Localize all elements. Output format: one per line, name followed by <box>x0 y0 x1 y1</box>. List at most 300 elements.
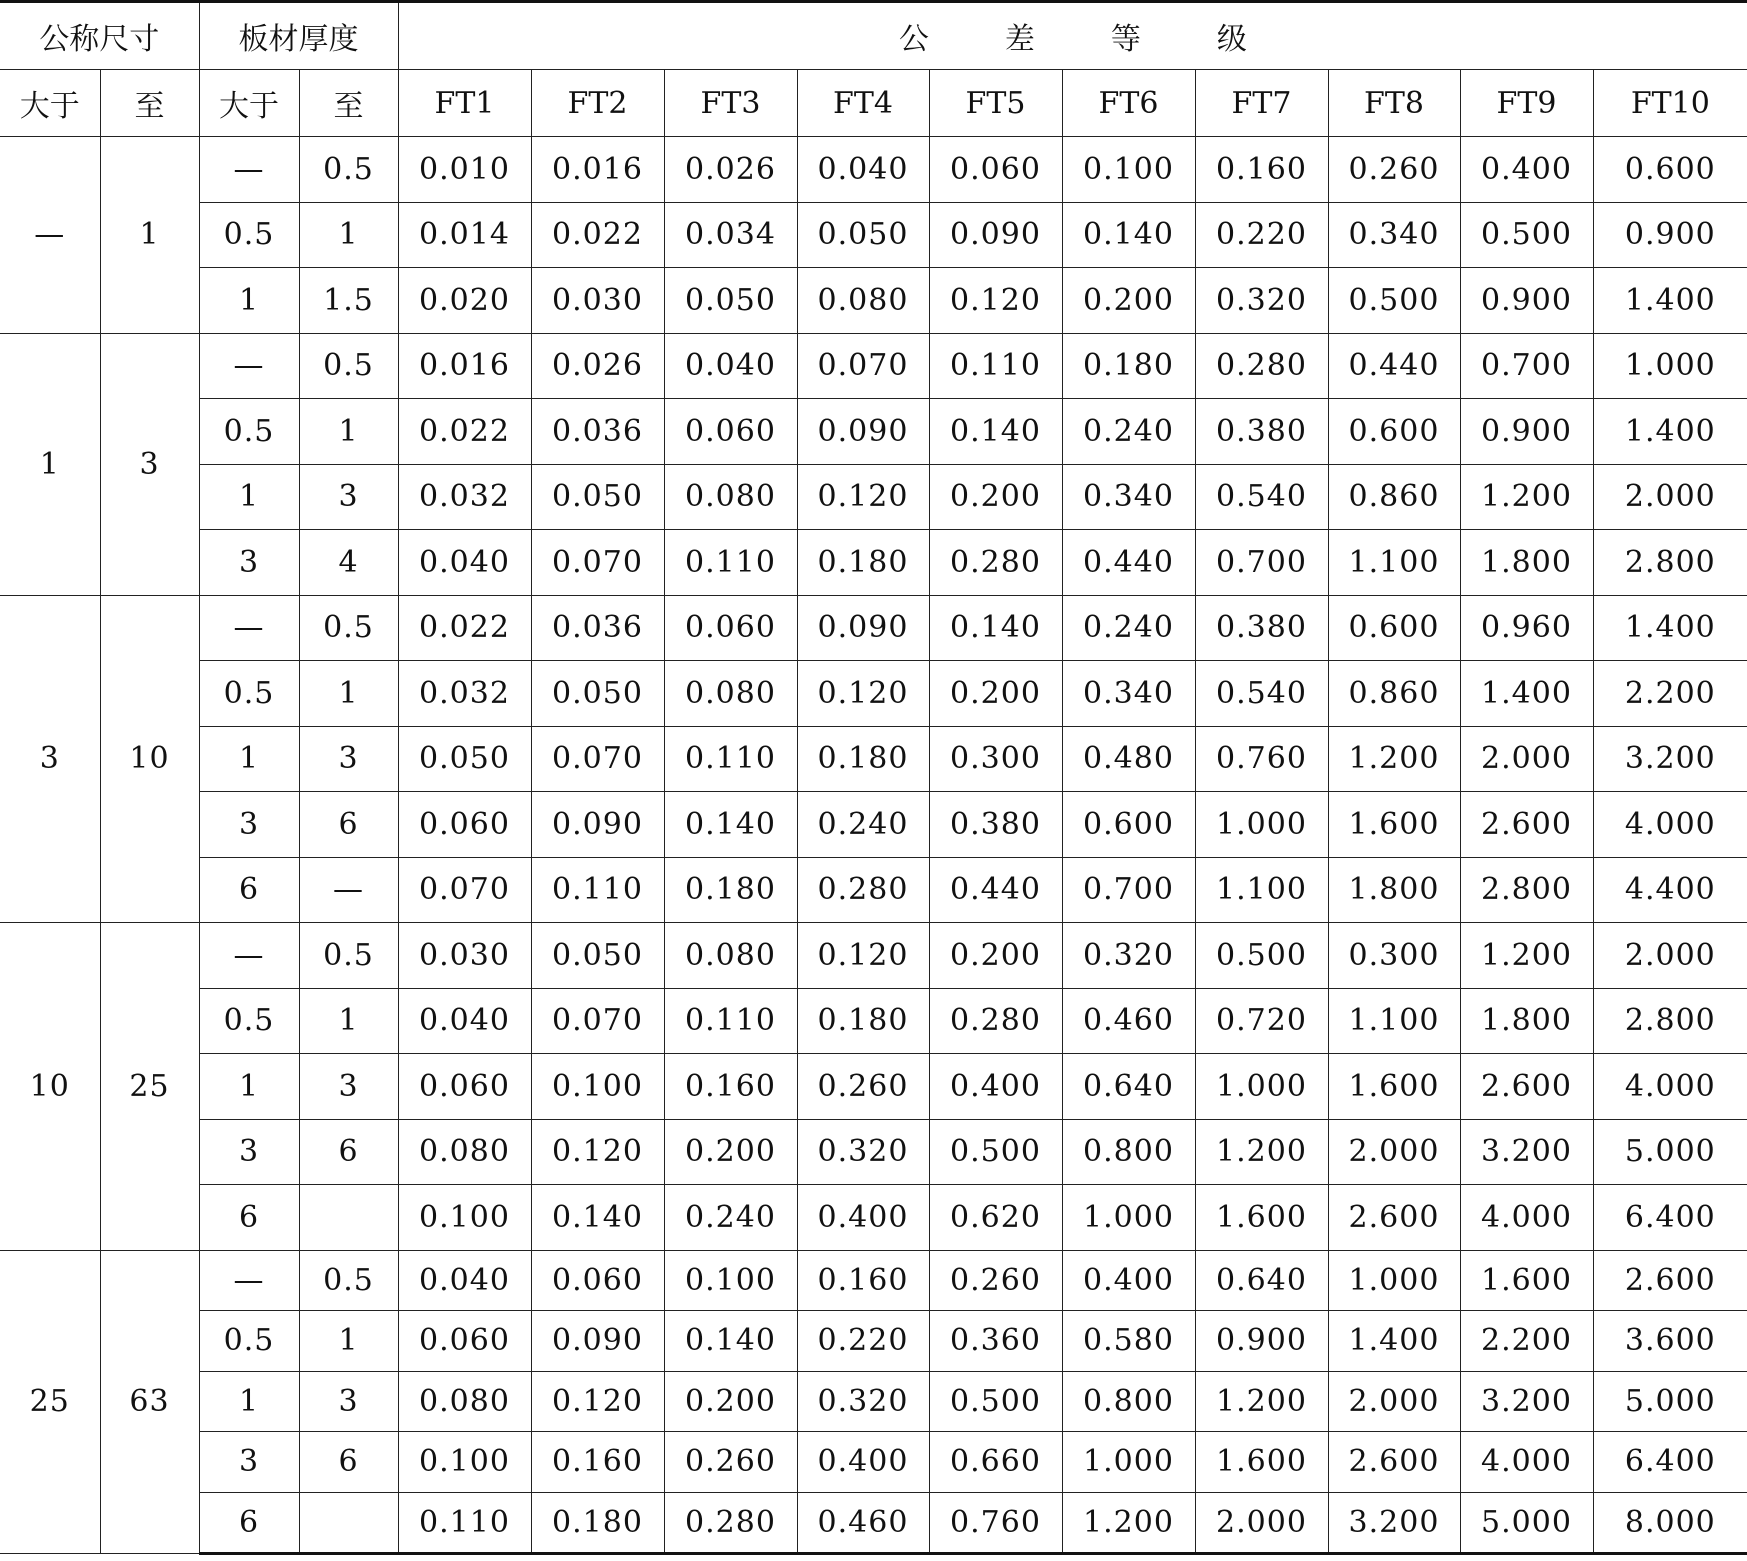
tolerance-value-cell: 1.000 <box>1195 1054 1328 1120</box>
thickness-to-cell: 1 <box>299 988 398 1054</box>
tolerance-value-cell: 0.040 <box>398 988 531 1054</box>
tolerance-value-cell: 0.500 <box>929 1119 1062 1185</box>
thickness-to-header: 至 <box>299 70 398 137</box>
tolerance-value-cell: 0.180 <box>797 726 929 792</box>
tolerance-value-cell: 4.000 <box>1593 792 1747 858</box>
table-row <box>0 333 1747 399</box>
thickness-over-cell: 3 <box>199 792 299 858</box>
tolerance-value-cell: 0.080 <box>797 268 929 334</box>
tolerance-value-cell: 0.480 <box>1062 726 1195 792</box>
tolerance-value-cell: 3.200 <box>1593 726 1747 792</box>
tolerance-value-cell: 0.380 <box>1195 595 1328 661</box>
tolerance-value-cell: 2.600 <box>1328 1432 1460 1493</box>
tolerance-value-cell: 2.800 <box>1593 530 1747 596</box>
tolerance-value-cell: 0.060 <box>398 792 531 858</box>
thickness-to-cell: — <box>299 857 398 923</box>
tolerance-value-cell: 0.220 <box>1195 202 1328 268</box>
tolerance-value-cell: 2.800 <box>1460 857 1593 923</box>
thickness-over-cell: — <box>199 1250 299 1311</box>
thickness-over-cell: 3 <box>199 1432 299 1493</box>
thickness-over-cell: 6 <box>199 857 299 923</box>
tolerance-value-cell: 1.400 <box>1593 399 1747 465</box>
tolerance-value-cell: 0.050 <box>531 661 664 727</box>
table-row <box>0 1250 1747 1311</box>
grade-header: FT4 <box>797 70 929 137</box>
tolerance-value-cell: 2.200 <box>1460 1311 1593 1372</box>
tolerance-value-cell: 0.340 <box>1328 202 1460 268</box>
table-row <box>0 1371 1747 1432</box>
tolerance-value-cell: 0.540 <box>1195 464 1328 530</box>
thickness-over-cell: — <box>199 333 299 399</box>
tolerance-value-cell: 4.000 <box>1460 1432 1593 1493</box>
nominal-size-over-cell: 25 <box>0 1250 100 1554</box>
tolerance-value-cell: 0.300 <box>929 726 1062 792</box>
header-row-2 <box>0 70 1747 137</box>
tolerance-value-cell: 5.000 <box>1460 1492 1593 1554</box>
tolerance-value-cell: 1.000 <box>1062 1185 1195 1251</box>
tolerance-value-cell: 0.280 <box>929 988 1062 1054</box>
tolerance-value-cell: 0.060 <box>929 137 1062 203</box>
tolerance-value-cell: 0.090 <box>797 595 929 661</box>
tolerance-value-cell: 0.500 <box>1460 202 1593 268</box>
nominal-size-over-cell: — <box>0 137 100 334</box>
tolerance-value-cell: 0.050 <box>531 923 664 989</box>
tolerance-value-cell: 0.260 <box>1328 137 1460 203</box>
tolerance-value-cell: 0.200 <box>664 1119 797 1185</box>
tolerance-value-cell: 0.090 <box>531 1311 664 1372</box>
tolerance-value-cell: 0.040 <box>797 137 929 203</box>
tolerance-value-cell: 0.860 <box>1328 661 1460 727</box>
tolerance-value-cell: 1.200 <box>1195 1119 1328 1185</box>
thickness-over-cell: 1 <box>199 726 299 792</box>
tolerance-value-cell: 0.026 <box>664 137 797 203</box>
tolerance-value-cell: 0.110 <box>398 1492 531 1554</box>
grade-title-char: 级 <box>1216 22 1247 57</box>
tolerance-value-cell: 0.020 <box>398 268 531 334</box>
tolerance-value-cell: 0.110 <box>664 726 797 792</box>
tolerance-value-cell: 0.016 <box>398 333 531 399</box>
tolerance-value-cell: 3.200 <box>1460 1119 1593 1185</box>
thickness-over-cell: 6 <box>199 1492 299 1554</box>
tolerance-value-cell: 2.600 <box>1460 792 1593 858</box>
tolerance-value-cell: 1.000 <box>1593 333 1747 399</box>
tolerance-value-cell: 6.400 <box>1593 1185 1747 1251</box>
tolerance-value-cell: 0.022 <box>398 595 531 661</box>
nominal-size-to-cell: 1 <box>100 137 199 334</box>
tolerance-value-cell: 0.400 <box>797 1432 929 1493</box>
thickness-to-cell: 4 <box>299 530 398 596</box>
thickness-to-cell: 6 <box>299 1432 398 1493</box>
thickness-to-cell: 3 <box>299 1054 398 1120</box>
tolerance-value-cell: 0.010 <box>398 137 531 203</box>
tolerance-value-cell: 0.380 <box>929 792 1062 858</box>
tolerance-value-cell: 0.026 <box>531 333 664 399</box>
tolerance-value-cell: 0.140 <box>929 399 1062 465</box>
tolerance-value-cell: 0.720 <box>1195 988 1328 1054</box>
tolerance-value-cell: 0.110 <box>929 333 1062 399</box>
tolerance-value-cell: 0.320 <box>797 1119 929 1185</box>
tolerance-value-cell: 1.000 <box>1062 1432 1195 1493</box>
thickness-to-cell: 1.5 <box>299 268 398 334</box>
thickness-over-cell: 1 <box>199 268 299 334</box>
thickness-over-cell: 0.5 <box>199 1311 299 1372</box>
table-row <box>0 530 1747 596</box>
tolerance-value-cell: 0.200 <box>929 923 1062 989</box>
tolerance-value-cell: 4.400 <box>1593 857 1747 923</box>
tolerance-value-cell: 0.120 <box>531 1371 664 1432</box>
tolerance-value-cell: 0.320 <box>1195 268 1328 334</box>
tolerance-grade-header <box>398 2 1747 70</box>
thickness-to-cell <box>299 1185 398 1251</box>
thickness-over-cell: 3 <box>199 530 299 596</box>
table-row <box>0 137 1747 203</box>
grade-header: FT3 <box>664 70 797 137</box>
tolerance-value-cell: 0.050 <box>398 726 531 792</box>
tolerance-value-cell: 1.800 <box>1328 857 1460 923</box>
tolerance-value-cell: 0.060 <box>664 595 797 661</box>
tolerance-value-cell: 0.200 <box>929 661 1062 727</box>
tolerance-value-cell: 0.032 <box>398 661 531 727</box>
tolerance-value-cell: 0.160 <box>797 1250 929 1311</box>
thickness-to-cell: 6 <box>299 1119 398 1185</box>
tolerance-value-cell: 1.600 <box>1328 792 1460 858</box>
thickness-to-cell: 3 <box>299 1371 398 1432</box>
tolerance-value-cell: 2.200 <box>1593 661 1747 727</box>
grade-header: FT1 <box>398 70 531 137</box>
tolerance-value-cell: 0.022 <box>398 399 531 465</box>
nominal-size-header: 公称尺寸 <box>0 2 199 70</box>
tolerance-value-cell: 5.000 <box>1593 1371 1747 1432</box>
tolerance-value-cell: 1.600 <box>1328 1054 1460 1120</box>
tolerance-value-cell: 0.900 <box>1460 268 1593 334</box>
table-row <box>0 1185 1747 1251</box>
tolerance-value-cell: 0.140 <box>929 595 1062 661</box>
tolerance-value-cell: 0.320 <box>797 1371 929 1432</box>
tolerance-value-cell: 0.700 <box>1460 333 1593 399</box>
tolerance-value-cell: 2.000 <box>1593 923 1747 989</box>
tolerance-value-cell: 2.600 <box>1328 1185 1460 1251</box>
tolerance-value-cell: 0.040 <box>664 333 797 399</box>
tolerance-value-cell: 1.800 <box>1460 988 1593 1054</box>
tolerance-value-cell: 0.860 <box>1328 464 1460 530</box>
tolerance-value-cell: 0.100 <box>1062 137 1195 203</box>
thickness-to-cell: 0.5 <box>299 595 398 661</box>
tolerance-value-cell: 0.040 <box>398 530 531 596</box>
tolerance-value-cell: 1.400 <box>1328 1311 1460 1372</box>
size-to-header: 至 <box>100 70 199 137</box>
thickness-over-cell: 3 <box>199 1119 299 1185</box>
tolerance-value-cell: 0.900 <box>1593 202 1747 268</box>
tolerance-value-cell: 0.040 <box>398 1250 531 1311</box>
grade-title-char: 公 <box>898 22 929 57</box>
tolerance-value-cell: 1.200 <box>1195 1371 1328 1432</box>
thickness-over-cell: 0.5 <box>199 399 299 465</box>
tolerance-value-cell: 0.180 <box>531 1492 664 1554</box>
tolerance-value-cell: 0.960 <box>1460 595 1593 661</box>
tolerance-value-cell: 0.080 <box>664 923 797 989</box>
grade-header: FT9 <box>1460 70 1593 137</box>
table-row <box>0 1492 1747 1554</box>
tolerance-value-cell: 1.100 <box>1328 530 1460 596</box>
tolerance-value-cell: 0.100 <box>664 1250 797 1311</box>
nominal-size-to-cell: 3 <box>100 333 199 595</box>
tolerance-value-cell: 0.260 <box>797 1054 929 1120</box>
grade-header: FT5 <box>929 70 1062 137</box>
tolerance-value-cell: 2.000 <box>1195 1492 1328 1554</box>
tolerance-value-cell: 0.760 <box>1195 726 1328 792</box>
tolerance-value-cell: 0.340 <box>1062 464 1195 530</box>
table-row <box>0 399 1747 465</box>
tolerance-value-cell: 0.900 <box>1460 399 1593 465</box>
grade-title-char: 等 <box>1110 22 1141 57</box>
tolerance-value-cell: 1.200 <box>1062 1492 1195 1554</box>
tolerance-value-cell: 1.000 <box>1328 1250 1460 1311</box>
thickness-to-cell: 1 <box>299 202 398 268</box>
thickness-to-cell: 3 <box>299 726 398 792</box>
tolerance-value-cell: 0.400 <box>1062 1250 1195 1311</box>
thickness-over-cell: 1 <box>199 1371 299 1432</box>
header-row-1 <box>0 2 1747 70</box>
thickness-to-cell: 0.5 <box>299 1250 398 1311</box>
tolerance-value-cell: 1.400 <box>1593 595 1747 661</box>
thickness-to-cell: 1 <box>299 661 398 727</box>
tolerance-value-cell: 0.540 <box>1195 661 1328 727</box>
tolerance-value-cell: 0.120 <box>797 661 929 727</box>
tolerance-value-cell: 0.800 <box>1062 1371 1195 1432</box>
tolerance-value-cell: 0.090 <box>797 399 929 465</box>
tolerance-value-cell: 2.800 <box>1593 988 1747 1054</box>
tolerance-value-cell: 0.090 <box>929 202 1062 268</box>
tolerance-value-cell: 0.030 <box>398 923 531 989</box>
tolerance-value-cell: 0.120 <box>797 923 929 989</box>
tolerance-value-cell: 0.600 <box>1593 137 1747 203</box>
tolerance-value-cell: 0.400 <box>797 1185 929 1251</box>
sheet-thickness-header: 板材厚度 <box>199 2 398 70</box>
tolerance-value-cell: 0.060 <box>531 1250 664 1311</box>
tolerance-value-cell: 1.800 <box>1460 530 1593 596</box>
thickness-over-cell: 1 <box>199 464 299 530</box>
tolerance-value-cell: 0.090 <box>531 792 664 858</box>
tolerance-value-cell: 0.140 <box>1062 202 1195 268</box>
tolerance-value-cell: 0.280 <box>929 530 1062 596</box>
table-row <box>0 464 1747 530</box>
tolerance-value-cell: 8.000 <box>1593 1492 1747 1554</box>
tolerance-value-cell: 0.640 <box>1062 1054 1195 1120</box>
table-row <box>0 857 1747 923</box>
tolerance-value-cell: 0.030 <box>531 268 664 334</box>
tolerance-value-cell: 0.110 <box>664 988 797 1054</box>
nominal-size-to-cell: 25 <box>100 923 199 1251</box>
tolerance-value-cell: 0.280 <box>664 1492 797 1554</box>
thickness-to-cell: 0.5 <box>299 333 398 399</box>
tolerance-value-cell: 0.240 <box>1062 399 1195 465</box>
tolerance-value-cell: 0.600 <box>1062 792 1195 858</box>
tolerance-value-cell: 2.000 <box>1593 464 1747 530</box>
tolerance-value-cell: 0.300 <box>1328 923 1460 989</box>
tolerance-value-cell: 0.180 <box>797 988 929 1054</box>
tolerance-value-cell: 0.070 <box>531 530 664 596</box>
tolerance-value-cell: 6.400 <box>1593 1432 1747 1493</box>
tolerance-value-cell: 0.080 <box>664 661 797 727</box>
tolerance-value-cell: 1.400 <box>1593 268 1747 334</box>
tolerance-value-cell: 0.070 <box>797 333 929 399</box>
tolerance-value-cell: 0.200 <box>664 1371 797 1432</box>
tolerance-value-cell: 0.160 <box>1195 137 1328 203</box>
tolerance-value-cell: 0.070 <box>531 726 664 792</box>
tolerance-value-cell: 0.700 <box>1195 530 1328 596</box>
tolerance-value-cell: 0.460 <box>797 1492 929 1554</box>
tolerance-value-cell: 0.280 <box>1195 333 1328 399</box>
tolerance-value-cell: 0.034 <box>664 202 797 268</box>
tolerance-value-cell: 1.600 <box>1195 1432 1328 1493</box>
thickness-over-cell: — <box>199 923 299 989</box>
thickness-over-cell: 0.5 <box>199 202 299 268</box>
tolerance-value-cell: 0.060 <box>398 1311 531 1372</box>
tolerance-value-cell: 0.580 <box>1062 1311 1195 1372</box>
grade-header: FT8 <box>1328 70 1460 137</box>
tolerance-value-cell: 0.260 <box>929 1250 1062 1311</box>
tolerance-value-cell: 3.200 <box>1328 1492 1460 1554</box>
tolerance-value-cell: 2.000 <box>1460 726 1593 792</box>
tolerance-value-cell: 0.900 <box>1195 1311 1328 1372</box>
tolerance-value-cell: 0.320 <box>1062 923 1195 989</box>
thickness-to-cell: 0.5 <box>299 137 398 203</box>
grade-header: FT10 <box>1593 70 1747 137</box>
tolerance-value-cell: 2.600 <box>1593 1250 1747 1311</box>
thickness-over-cell: 6 <box>199 1185 299 1251</box>
tolerance-value-cell: 1.100 <box>1195 857 1328 923</box>
tolerance-value-cell: 0.360 <box>929 1311 1062 1372</box>
tolerance-value-cell: 1.200 <box>1328 726 1460 792</box>
nominal-size-over-cell: 1 <box>0 333 100 595</box>
tolerance-value-cell: 0.110 <box>531 857 664 923</box>
tolerance-value-cell: 4.000 <box>1460 1185 1593 1251</box>
tolerance-value-cell: 0.032 <box>398 464 531 530</box>
table-row <box>0 1432 1747 1493</box>
tolerance-value-cell: 0.240 <box>1062 595 1195 661</box>
grade-header: FT6 <box>1062 70 1195 137</box>
thickness-to-cell: 3 <box>299 464 398 530</box>
tolerance-value-cell: 0.140 <box>664 792 797 858</box>
nominal-size-over-cell: 3 <box>0 595 100 923</box>
tolerance-value-cell: 0.080 <box>398 1119 531 1185</box>
tolerance-value-cell: 0.400 <box>929 1054 1062 1120</box>
tolerance-value-cell: 0.500 <box>1328 268 1460 334</box>
tolerance-value-cell: 1.600 <box>1195 1185 1328 1251</box>
tolerance-value-cell: 0.220 <box>797 1311 929 1372</box>
tolerance-value-cell: 0.100 <box>531 1054 664 1120</box>
tolerance-table-body <box>0 137 1747 1554</box>
tolerance-value-cell: 0.070 <box>398 857 531 923</box>
nominal-size-to-cell: 63 <box>100 1250 199 1554</box>
tolerance-value-cell: 1.000 <box>1195 792 1328 858</box>
table-row <box>0 1311 1747 1372</box>
tolerance-value-cell: 0.200 <box>1062 268 1195 334</box>
tolerance-value-cell: 0.200 <box>929 464 1062 530</box>
tolerance-value-cell: 0.500 <box>929 1371 1062 1432</box>
tolerance-value-cell: 0.440 <box>1062 530 1195 596</box>
tolerance-value-cell: 0.180 <box>797 530 929 596</box>
tolerance-value-cell: 0.110 <box>664 530 797 596</box>
thickness-over-cell: 1 <box>199 1054 299 1120</box>
tolerance-value-cell: 0.440 <box>929 857 1062 923</box>
tolerance-value-cell: 0.600 <box>1328 595 1460 661</box>
grade-title-char: 差 <box>1004 22 1035 57</box>
tolerance-value-cell: 1.200 <box>1460 923 1593 989</box>
tolerance-value-cell: 0.022 <box>531 202 664 268</box>
tolerance-value-cell: 0.050 <box>664 268 797 334</box>
nominal-size-to-cell: 10 <box>100 595 199 923</box>
table-row <box>0 661 1747 727</box>
tolerance-value-cell: 0.660 <box>929 1432 1062 1493</box>
tolerance-value-cell: 0.160 <box>531 1432 664 1493</box>
tolerance-value-cell: 0.240 <box>797 792 929 858</box>
table-row <box>0 1119 1747 1185</box>
grade-header: FT2 <box>531 70 664 137</box>
tolerance-value-cell: 0.120 <box>531 1119 664 1185</box>
tolerance-value-cell: 0.260 <box>664 1432 797 1493</box>
tolerance-value-cell: 0.060 <box>398 1054 531 1120</box>
tolerance-value-cell: 0.050 <box>531 464 664 530</box>
tolerance-value-cell: 0.060 <box>664 399 797 465</box>
thickness-over-cell: 0.5 <box>199 988 299 1054</box>
tolerance-value-cell: 0.120 <box>929 268 1062 334</box>
tolerance-value-cell: 2.000 <box>1328 1371 1460 1432</box>
tolerance-value-cell: 2.000 <box>1328 1119 1460 1185</box>
table-row <box>0 1054 1747 1120</box>
thickness-over-header: 大于 <box>199 70 299 137</box>
table-row <box>0 268 1747 334</box>
tolerance-value-cell: 0.500 <box>1195 923 1328 989</box>
tolerance-value-cell: 0.640 <box>1195 1250 1328 1311</box>
tolerance-value-cell: 0.380 <box>1195 399 1328 465</box>
nominal-size-over-cell: 10 <box>0 923 100 1251</box>
tolerance-value-cell: 0.340 <box>1062 661 1195 727</box>
tolerance-value-cell: 0.036 <box>531 595 664 661</box>
tolerance-value-cell: 0.440 <box>1328 333 1460 399</box>
tolerance-value-cell: 0.400 <box>1460 137 1593 203</box>
tolerance-value-cell: 0.280 <box>797 857 929 923</box>
tolerance-value-cell: 0.180 <box>664 857 797 923</box>
tolerance-value-cell: 0.070 <box>531 988 664 1054</box>
thickness-to-cell: 1 <box>299 1311 398 1372</box>
tolerance-value-cell: 1.400 <box>1460 661 1593 727</box>
tolerance-value-cell: 1.200 <box>1460 464 1593 530</box>
tolerance-value-cell: 0.080 <box>398 1371 531 1432</box>
tolerance-value-cell: 0.016 <box>531 137 664 203</box>
tolerance-value-cell: 0.014 <box>398 202 531 268</box>
tolerance-value-cell: 1.100 <box>1328 988 1460 1054</box>
tolerance-value-cell: 0.180 <box>1062 333 1195 399</box>
tolerance-value-cell: 1.600 <box>1460 1250 1593 1311</box>
tolerance-value-cell: 0.700 <box>1062 857 1195 923</box>
thickness-to-cell <box>299 1492 398 1554</box>
table-row <box>0 988 1747 1054</box>
table-row <box>0 726 1747 792</box>
tolerance-value-cell: 0.100 <box>398 1185 531 1251</box>
thickness-to-cell: 1 <box>299 399 398 465</box>
tolerance-value-cell: 0.160 <box>664 1054 797 1120</box>
table-row <box>0 923 1747 989</box>
tolerance-value-cell: 0.600 <box>1328 399 1460 465</box>
tolerance-value-cell: 0.240 <box>664 1185 797 1251</box>
thickness-over-cell: — <box>199 595 299 661</box>
tolerance-value-cell: 4.000 <box>1593 1054 1747 1120</box>
tolerance-value-cell: 0.620 <box>929 1185 1062 1251</box>
grade-header: FT7 <box>1195 70 1328 137</box>
tolerance-value-cell: 3.600 <box>1593 1311 1747 1372</box>
thickness-to-cell: 6 <box>299 792 398 858</box>
